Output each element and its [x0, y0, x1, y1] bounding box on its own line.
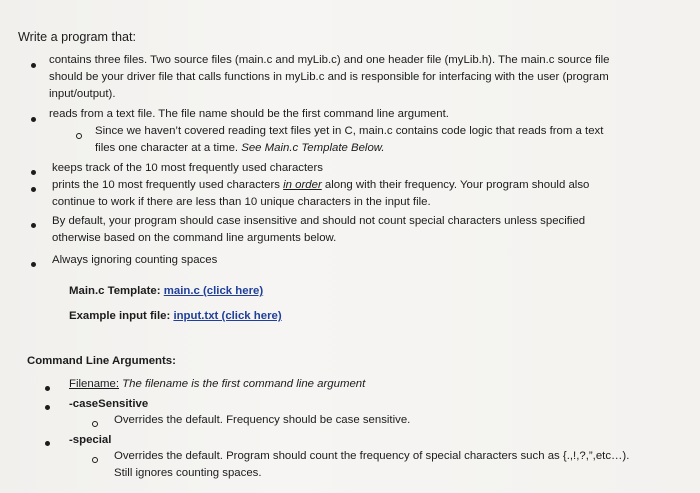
bullet-icon [31, 187, 36, 192]
list-item-default [52, 213, 585, 247]
list-item-text: continue to work if there are less than 10 unique characters in the input file. [52, 196, 431, 208]
template-label: Main.c Template: [69, 285, 164, 297]
list-item-text: input/output). [49, 88, 116, 100]
arg-filename-desc: The filename is the first command line argument [119, 378, 366, 390]
arg-special-text: Overrides the default. Program should count the frequency of special characters such as {.,!,?,”,etc…). [114, 450, 630, 462]
arg-special: -special [69, 434, 112, 446]
page-title: Write a program that: [18, 30, 137, 44]
example-link[interactable]: input.txt (click here) [173, 310, 282, 322]
bullet-icon [45, 441, 50, 446]
bullet-icon [31, 170, 36, 175]
arg-case-sensitive: -caseSensitive [69, 398, 149, 410]
list-item-track [52, 160, 323, 177]
bullet-icon [31, 63, 36, 68]
template-link[interactable]: main.c (click here) [163, 285, 264, 297]
arg-filename [69, 376, 365, 393]
list-item-text: Always ignoring counting spaces [52, 254, 218, 266]
bullet-icon [31, 223, 36, 228]
arg-case-sub: Overrides the default. Frequency should be case sensitive. [114, 414, 411, 426]
sub-bullet-icon [92, 457, 98, 463]
bullet-icon [45, 386, 50, 391]
template-line [69, 283, 263, 300]
sub-item-read-logic [95, 123, 603, 157]
list-item-text: reads from a text file. The file name should be the first command line argument. [49, 108, 449, 120]
cmd-heading: Command Line Arguments: [27, 355, 176, 367]
arg-filename-label: Filename: [69, 378, 120, 390]
arg-special-text: Still ignores counting spaces. [114, 467, 262, 479]
list-item-text: contains three files. Two source files (main.c and myLib.c) and one header file (myLib.h). The main.c source file [49, 54, 610, 66]
list-item-text: should be your driver file that calls functions in myLib.c and is responsible for interfacing with the user (program [49, 71, 609, 83]
bullet-icon [45, 405, 50, 410]
sub-bullet-icon [76, 133, 82, 139]
list-item-text: otherwise based on the command line arguments below. [52, 232, 337, 244]
list-item-text-plain: prints the 10 most frequently used characters [52, 179, 284, 191]
list-item-print [52, 177, 589, 211]
arg-special-sub [114, 448, 629, 482]
list-item-files [49, 52, 610, 103]
list-item-text-emphasis: in order [283, 179, 322, 191]
list-item-text-plain: along with their frequency. Your program should also [321, 179, 590, 191]
sub-bullet-icon [92, 421, 98, 427]
sub-item-text: Since we haven’t covered reading text files yet in C, main.c contains code logic that reads from a text [95, 125, 604, 137]
sub-item-text [95, 140, 603, 157]
sub-item-text-plain: files one character at a time. [95, 142, 242, 154]
list-item-text: By default, your program should case insensitive and should not count special characters unless specified [52, 215, 586, 227]
list-item-text: keeps track of the 10 most frequently used characters [52, 162, 323, 174]
list-item-read-file [49, 106, 449, 123]
bullet-icon [31, 262, 36, 267]
bullet-icon [31, 117, 36, 122]
example-line [69, 308, 282, 325]
list-item-spaces [52, 252, 217, 269]
example-label: Example input file: [69, 310, 174, 322]
sub-item-text-italic: See Main.c Template Below. [241, 142, 385, 154]
list-item-text [52, 177, 589, 194]
